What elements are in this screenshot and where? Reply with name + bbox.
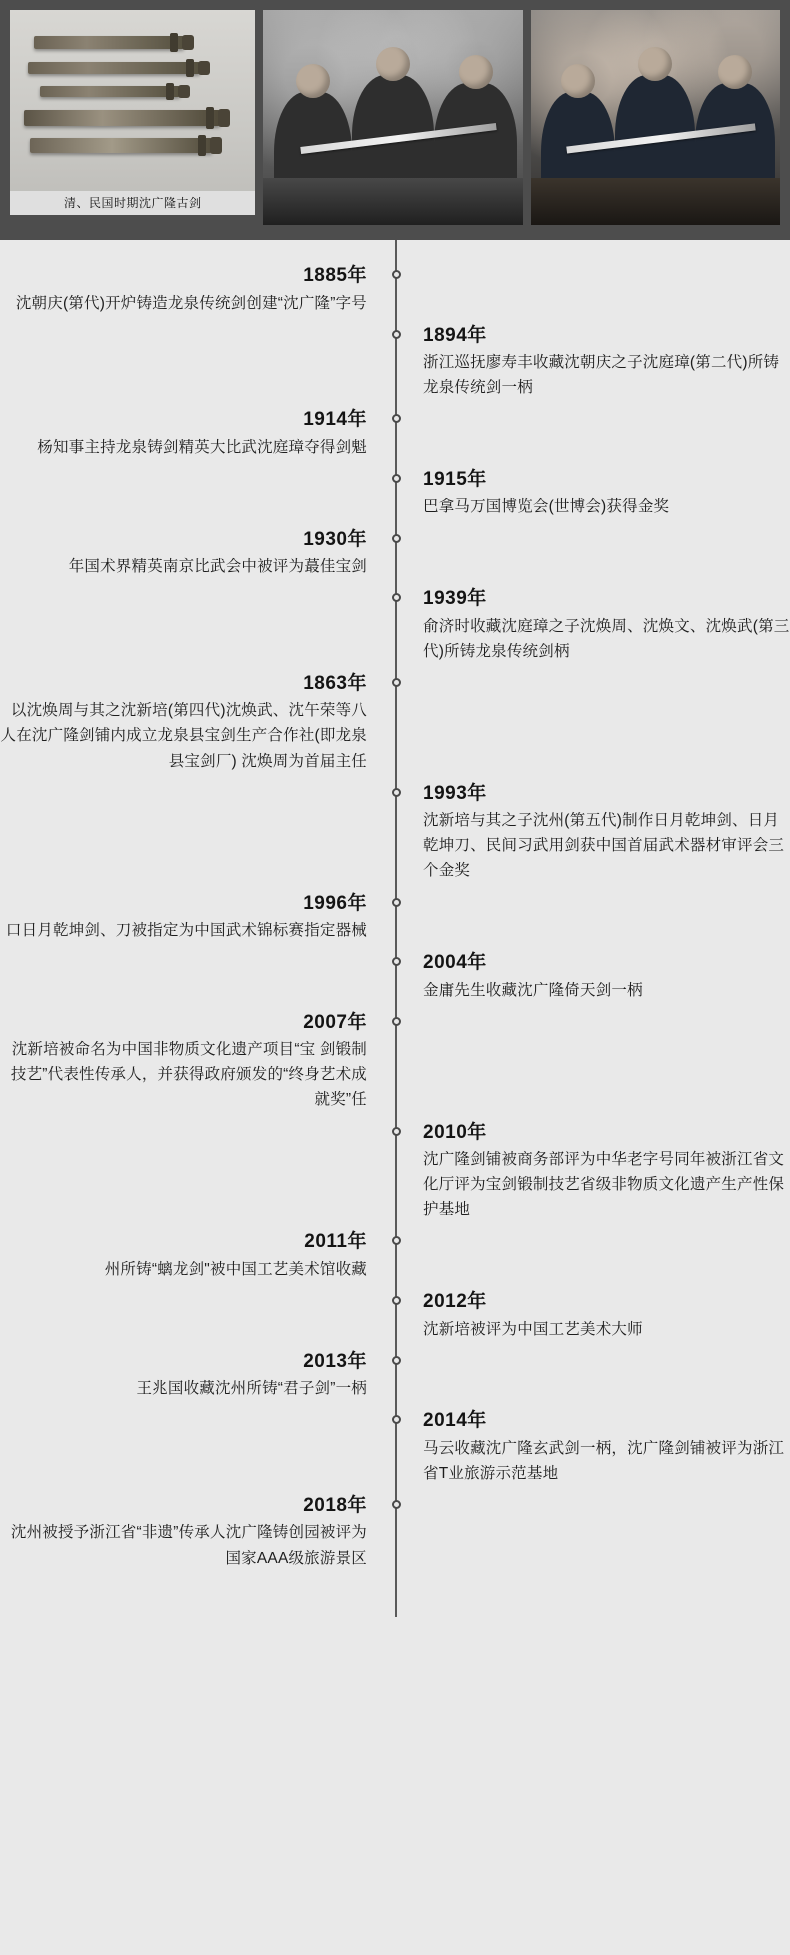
timeline-entry-right-column <box>395 585 790 664</box>
sword-display-background <box>10 10 255 215</box>
timeline-entry-right-column <box>395 1009 790 1113</box>
timeline-node-marker <box>392 788 401 797</box>
timeline-entry-year: 1930年 <box>303 528 367 550</box>
timeline-entry <box>0 949 790 1003</box>
timeline-entry <box>0 585 790 664</box>
timeline-entry-year: 1939年 <box>423 588 487 610</box>
timeline-entry-left-column <box>0 1492 395 1571</box>
timeline-entry-right-column <box>395 262 790 316</box>
timeline-entry-left-column <box>0 526 395 580</box>
timeline-entry-year: 2011年 <box>304 1231 367 1253</box>
timeline-entry-left-column <box>0 1288 395 1342</box>
timeline-entry-left-column <box>0 322 395 401</box>
timeline-entry-year: 1894年 <box>423 324 487 346</box>
timeline-entry-left-column <box>0 670 395 774</box>
timeline-entry-year: 2014年 <box>423 1410 487 1432</box>
timeline-entry-description: 杨知事主持龙泉铸剑精英大比武沈庭璋夺得剑魁 <box>37 438 367 456</box>
timeline-node-marker <box>392 1127 401 1136</box>
sword-4-icon <box>24 110 220 126</box>
timeline-entry-description: 沈新培与其之子沈州(第五代)制作日月乾坤剑、日月乾坤刀、民间习武用剑获中国首届武术器材审评会三个金奖 <box>423 812 785 880</box>
timeline-entry-year: 1914年 <box>303 409 367 431</box>
timeline-entry-left-column <box>0 262 395 316</box>
timeline-entry-year: 1996年 <box>303 892 367 914</box>
timeline-entry-right-column <box>395 1407 790 1486</box>
timeline-entry-description: 沈新培被命名为中国非物质文化遗产项目“宝 剑锻制技艺”代表性传承人，并获得政府颁发的“终身艺术成就奖”任 <box>10 1041 367 1109</box>
timeline-entry <box>0 406 790 460</box>
timeline-entry-right-column <box>395 1348 790 1402</box>
sword-5-icon <box>30 138 212 153</box>
timeline-entry-left-column <box>0 949 395 1003</box>
timeline-entry-year: 2010年 <box>423 1121 487 1143</box>
timeline-entry-year: 2004年 <box>423 952 487 974</box>
timeline-node-marker <box>392 1356 401 1365</box>
timeline-entry-left-column <box>0 890 395 944</box>
timeline-node-marker <box>392 1500 401 1509</box>
timeline-entry-right-column <box>395 466 790 520</box>
timeline-entry-year: 1993年 <box>423 782 487 804</box>
photo-strip <box>0 0 790 240</box>
sword-1-icon <box>34 36 184 49</box>
timeline-entry-year: 2018年 <box>303 1494 367 1516</box>
timeline-entry-year: 2012年 <box>423 1291 487 1313</box>
timeline-entry-year: 1863年 <box>303 672 367 694</box>
timeline-entry-description: 年国术界精英南京比武会中被评为蕞佳宝剑 <box>68 558 367 576</box>
timeline-node-marker <box>392 678 401 687</box>
timeline-entry-right-column <box>395 322 790 401</box>
timeline-entry-description: 沈广隆剑铺被商务部评为中华老字号同年被浙江省文化厅评为宝剑锻制技艺省级非物质文化遗产生产性保护基地 <box>423 1151 785 1219</box>
timeline-entry <box>0 1009 790 1113</box>
swordsmiths-workshop-photo <box>531 10 780 225</box>
timeline-entry-year: 1915年 <box>423 468 487 490</box>
timeline-entry-right-column <box>395 1119 790 1223</box>
workbench <box>531 178 780 225</box>
timeline-node-marker <box>392 898 401 907</box>
timeline-entry-description: 口日月乾坤剑、刀被指定为中国武术锦标赛指定器械 <box>5 922 367 940</box>
timeline-entry-right-column <box>395 1228 790 1282</box>
timeline-entry <box>0 1119 790 1223</box>
timeline-entry-left-column <box>0 1407 395 1486</box>
timeline-entry-description: 俞济时收藏沈庭璋之子沈焕周、沈焕文、沈焕武(第三代)所铸龙泉传统剑柄 <box>423 617 790 660</box>
timeline-entry-description: 浙江巡抚廖寿丰收藏沈朝庆之子沈庭璋(第二代)所铸龙泉传统剑一柄 <box>423 354 780 397</box>
timeline-entry-right-column <box>395 949 790 1003</box>
timeline-entry-left-column <box>0 406 395 460</box>
timeline-entry-description: 以沈焕周与其之沈新培(第四代)沈焕武、沈午荣等八人在沈广隆剑铺内成立龙泉县宝剑生产合作社(即龙泉县宝剑厂) 沈焕周为首届主任 <box>0 702 367 770</box>
photo-background <box>531 10 780 225</box>
timeline-entry-right-column <box>395 890 790 944</box>
timeline-entry-left-column <box>0 585 395 664</box>
timeline-entry <box>0 466 790 520</box>
timeline-entry-description: 巴拿马万国博览会(世博会)获得金奖 <box>423 498 670 516</box>
workbench <box>263 178 522 225</box>
timeline-entry <box>0 1407 790 1486</box>
timeline-entry <box>0 1228 790 1282</box>
timeline-entry <box>0 890 790 944</box>
timeline-entry-right-column <box>395 1492 790 1571</box>
timeline-entry-description: 州所铸“螭龙剑"被中国工艺美术馆收藏 <box>104 1260 367 1278</box>
timeline-entry <box>0 1348 790 1402</box>
timeline-entry-left-column <box>0 466 395 520</box>
timeline-node-marker <box>392 474 401 483</box>
timeline-rows <box>0 262 790 1577</box>
timeline-entry-right-column <box>395 526 790 580</box>
timeline-entry <box>0 670 790 774</box>
timeline-entry <box>0 780 790 884</box>
sword-3-icon <box>40 86 180 97</box>
timeline-entry <box>0 322 790 401</box>
photo-background <box>263 10 522 225</box>
timeline-entry <box>0 262 790 316</box>
timeline-entry-description: 马云收藏沈广隆玄武剑一柄，沈广隆剑铺被评为浙江省T业旅游示范基地 <box>423 1439 785 1482</box>
timeline-entry-year: 2007年 <box>303 1011 367 1033</box>
timeline-entry-description: 沈州被授予浙江省“非遗”传承人沈广隆铸创园被评为国家AAA级旅游景区 <box>10 1524 367 1567</box>
timeline-node-marker <box>392 270 401 279</box>
timeline-entry-description: 金庸先生收藏沈广隆倚天剑一柄 <box>423 981 643 999</box>
sword-2-icon <box>28 62 200 74</box>
timeline-entry-right-column <box>395 406 790 460</box>
timeline-entry-description: 王兆国收藏沈州所铸“君子剑”一柄 <box>136 1380 367 1398</box>
timeline-node-marker <box>392 534 401 543</box>
timeline-entry-description: 沈朝庆(第代)开炉铸造龙泉传统剑创建“沈广隆”字号 <box>15 294 367 312</box>
timeline-entry <box>0 1288 790 1342</box>
timeline-node-marker <box>392 1296 401 1305</box>
timeline-entry-left-column <box>0 780 395 884</box>
timeline-entry-right-column <box>395 1288 790 1342</box>
timeline-entry <box>0 1492 790 1571</box>
antique-swords-photo <box>10 10 255 215</box>
timeline-entry-right-column <box>395 670 790 774</box>
timeline-entry-year: 2013年 <box>303 1350 367 1372</box>
timeline-node-marker <box>392 1017 401 1026</box>
timeline-entry-left-column <box>0 1009 395 1113</box>
timeline-node-marker <box>392 330 401 339</box>
timeline-entry-left-column <box>0 1228 395 1282</box>
swordsmiths-inspecting-blade-photo <box>263 10 522 225</box>
timeline-entry <box>0 526 790 580</box>
photo-caption: 清、民国时期沈广隆古剑 <box>10 191 255 215</box>
timeline-entry-year: 1885年 <box>303 265 367 286</box>
timeline-entry-left-column <box>0 1348 395 1402</box>
timeline-entry-left-column <box>0 1119 395 1223</box>
timeline-entry-right-column <box>395 780 790 884</box>
timeline-entry-description: 沈新培被评为中国工艺美术大师 <box>423 1320 643 1338</box>
history-timeline <box>0 240 790 1617</box>
